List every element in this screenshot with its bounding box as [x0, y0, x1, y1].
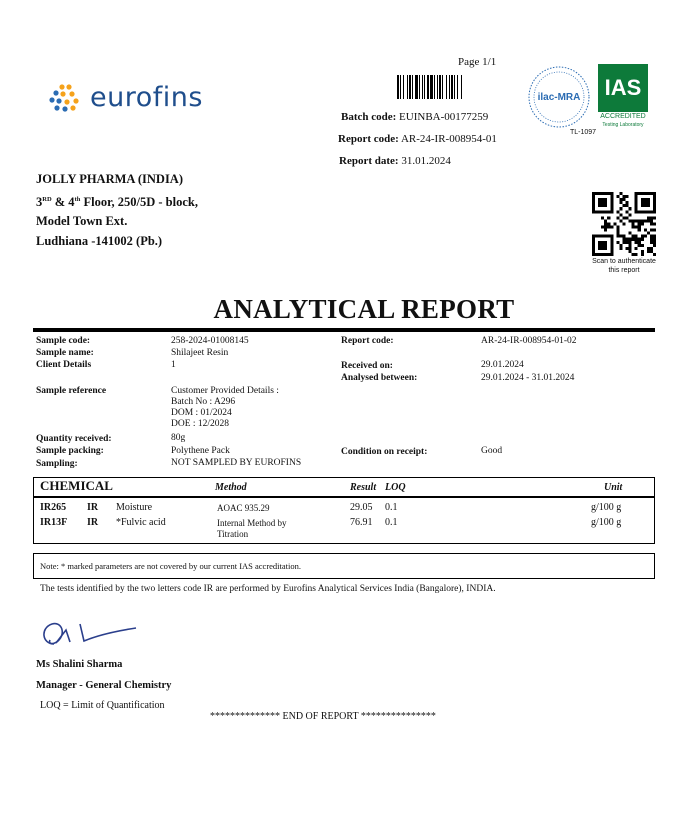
floor-b-sup: th: [74, 195, 81, 203]
quantity-received-value: 80g: [171, 433, 186, 443]
signer-designation: Manager - General Chemistry: [36, 680, 172, 691]
client-name: JOLLY PHARMA (INDIA): [36, 172, 183, 186]
signature-image: [36, 614, 146, 656]
report-date-value: 31.01.2024: [401, 155, 451, 167]
batch-code-value: EUINBA-00177259: [399, 111, 489, 123]
client-address-line2: Model Town Ext.: [36, 214, 128, 228]
sample-packing-value: Polythene Pack: [171, 446, 230, 456]
loq-definition: LOQ = Limit of Quantification: [40, 700, 165, 711]
sample-reference-label: Sample reference: [36, 386, 107, 396]
report-code-label: Report code:: [338, 133, 399, 145]
received-on-label: Received on:: [341, 361, 393, 371]
sampling-value: NOT SAMPLED BY EUROFINS: [171, 458, 302, 468]
chemical-section-title: CHEMICAL: [40, 478, 113, 493]
row2-method-cont: Titration: [217, 529, 249, 539]
report-code-row: [338, 133, 497, 145]
row1-method: AOAC 935.29: [217, 503, 270, 513]
client-details-value: 1: [171, 360, 176, 370]
row2-loq: 0.1: [385, 517, 398, 528]
col-method-header: Method: [215, 482, 247, 493]
qr-caption-line1: Scan to authenticate: [592, 258, 656, 265]
report-code-value: AR-24-IR-008954-01: [400, 133, 497, 145]
reference-line: Batch No : A296: [171, 397, 236, 407]
eurofins-logo: [48, 82, 203, 113]
ias-accredited: [598, 113, 648, 129]
row1-lab: IR: [87, 502, 99, 513]
tl-number: TL-1097: [570, 129, 597, 136]
row1-loq: 0.1: [385, 502, 398, 513]
ias-accredited-text: ACCREDITED: [600, 113, 646, 120]
row2-unit: g/100 g: [591, 517, 622, 528]
row2-code: IR13F: [40, 517, 68, 528]
received-on-value: 29.01.2024: [481, 360, 524, 370]
ilac-mra-text: ilac-MRA: [537, 92, 581, 103]
title-rule: [33, 328, 655, 332]
floor-a-sup: RD: [42, 195, 52, 203]
row2-lab: IR: [87, 517, 99, 528]
sample-packing-label: Sample packing:: [36, 446, 104, 456]
quantity-received-label: Quantity received:: [36, 434, 112, 444]
reference-line: DOE : 12/2028: [171, 419, 230, 429]
ias-testing-lab-text: Testing Laboratory: [602, 122, 644, 128]
client-details-label: Client Details: [36, 360, 92, 370]
sample-report-code-value: AR-24-IR-008954-01-02: [481, 336, 577, 346]
batch-code-label: Batch code:: [341, 111, 397, 123]
col-result-header: Result: [350, 482, 377, 493]
condition-label: Condition on receipt:: [341, 447, 428, 457]
sample-name-label: Sample name:: [36, 348, 94, 358]
row2-param: *Fulvic acid: [116, 517, 166, 528]
sample-name-value: Shilajeet Resin: [171, 348, 229, 358]
row1-code: IR265: [40, 502, 67, 513]
reference-line: Customer Provided Details :: [171, 386, 279, 396]
floor-rest: Floor, 250/5D - block,: [80, 194, 198, 209]
col-unit-header: Unit: [604, 482, 623, 493]
qr-caption-line2: this report: [608, 267, 640, 274]
analysed-between-value: 29.01.2024 - 31.01.2024: [481, 373, 575, 383]
client-address-line1: [36, 190, 198, 213]
floor-mid: & 4: [51, 194, 75, 209]
sampling-label: Sampling:: [36, 459, 78, 469]
row1-unit: g/100 g: [591, 502, 622, 513]
accreditation-note: Note: * marked parameters are not covered by our current IAS accreditation.: [40, 561, 302, 571]
sample-code-label: Sample code:: [36, 336, 91, 346]
row1-param: Moisture: [116, 502, 153, 513]
ias-logo: IAS: [598, 64, 648, 112]
report-date-label: Report date:: [339, 155, 399, 167]
page-title: ANALYTICAL REPORT: [213, 294, 515, 324]
sample-reference-details: [171, 386, 279, 430]
client-address-line3: Ludhiana -141002 (Pb.): [36, 233, 163, 248]
report-date-row: [339, 155, 451, 167]
row1-result: 29.05: [350, 502, 373, 513]
reference-line: DOM : 01/2024: [171, 408, 232, 418]
sample-code-value: 258-2024-01008145: [171, 336, 249, 346]
end-of-report: ************** END OF REPORT ***************: [210, 711, 436, 722]
client-address: [36, 170, 198, 251]
qr-code-icon[interactable]: [592, 192, 656, 256]
analysed-between-label: Analysed between:: [341, 373, 418, 383]
page-number: Page 1/1: [458, 56, 497, 68]
signer-name: Ms Shalini Sharma: [36, 659, 123, 670]
tests-statement: The tests identified by the two letters code IR are performed by Eurofins Analytical Services India (Bangalore), INDIA.: [40, 584, 496, 594]
col-loq-header: LOQ: [385, 482, 406, 493]
eurofins-wordmark: eurofins: [90, 82, 203, 113]
batch-code-row: [341, 111, 488, 123]
row2-method: Internal Method by: [217, 518, 287, 528]
eurofins-dots-icon: [48, 83, 82, 113]
floor-a: 3: [36, 194, 43, 209]
chemical-header-rule: [33, 496, 655, 498]
sample-report-code-label: Report code:: [341, 336, 394, 346]
barcode-icon: [397, 75, 503, 99]
qr-caption: [584, 257, 664, 275]
row2-result: 76.91: [350, 517, 373, 528]
condition-value: Good: [481, 446, 503, 456]
ilac-mra-seal-icon: [527, 65, 591, 129]
